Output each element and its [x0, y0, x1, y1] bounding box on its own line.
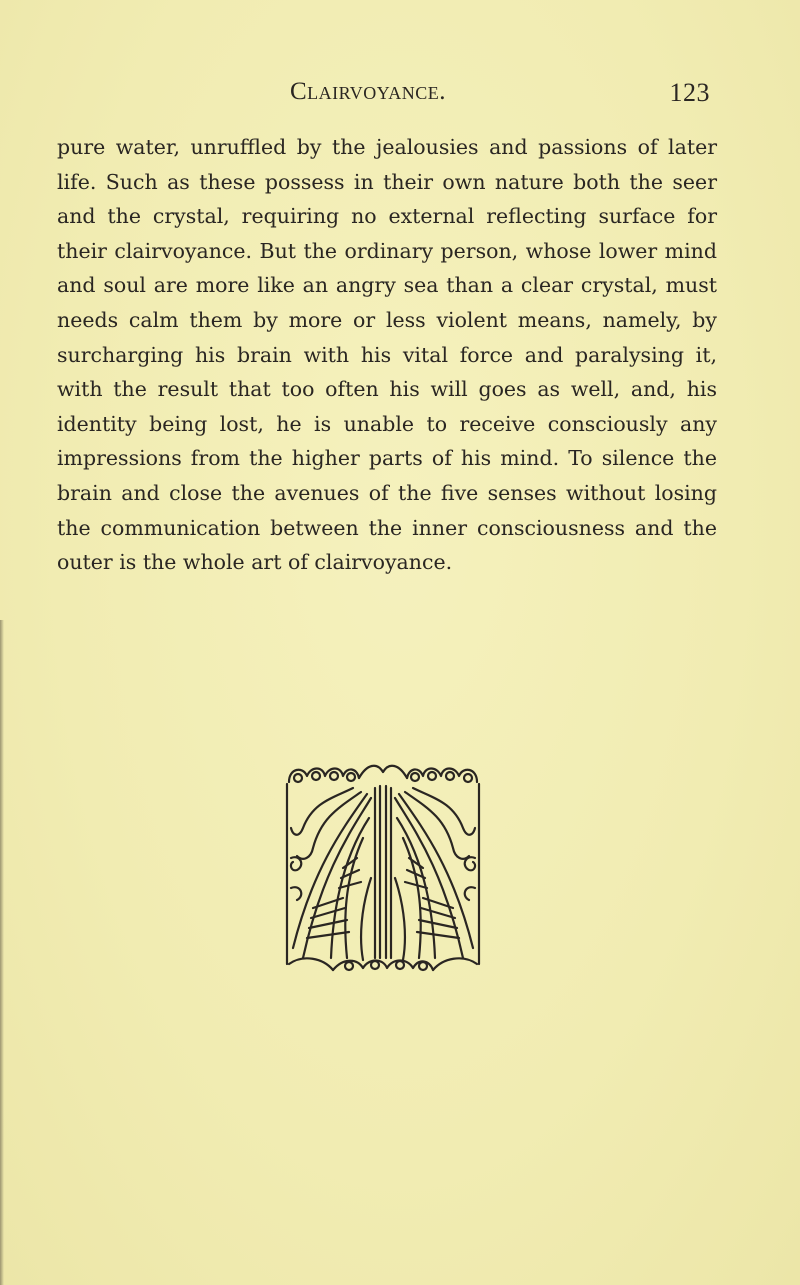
paragraph: pure water, unruffled by the jealousies and passions of later life. Such as these possess in their own nature both the seer and the crystal, requiring no external reflecting surface for their clairvoyance. But the ordinary person, whose lower mind and soul are more like an angry sea than a clear crystal, must needs calm them by more or less violent means, namely, by surcharging his brain with his vital force and paralysing it, with the result that too often his will goes as well, and, his identity being lost, he is unable to receive consciously any impressions from the higher parts of his mind. To silence the brain and close the avenues of the five senses without losing the communication between the inner consciousness and the outer is the whole art of clairvoyance. [57, 135, 717, 575]
running-title: Clairvoyance. [290, 78, 446, 105]
page-edge-shadow [0, 620, 4, 1285]
floral-tailpiece-icon [283, 758, 483, 978]
page-number: 123 [669, 78, 710, 107]
body-text [57, 130, 717, 580]
running-header [290, 78, 710, 108]
